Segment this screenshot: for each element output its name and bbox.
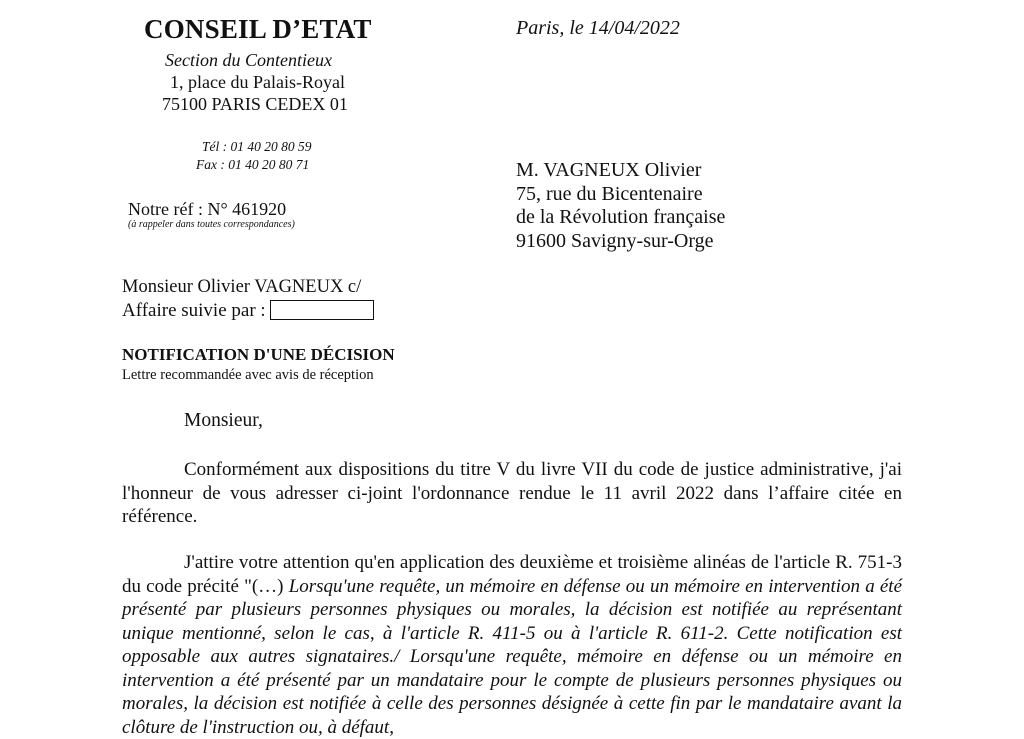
notification-title: NOTIFICATION D'UNE DÉCISION [122,345,395,364]
recipient-street2: de la Révolution française [516,206,726,228]
recipient-street1: 75, rue du Bicentenaire [516,182,703,205]
recipient-address [516,159,725,253]
date-line: Paris, le 14/04/2022 [516,17,680,39]
section-name: Section du Contentieux [165,50,332,70]
notification-subtitle: Lettre recommandée avec avis de réception [122,367,374,383]
telephone: Tél : 01 40 20 80 59 [202,139,312,154]
institution-address-line1: 1, place du Palais-Royal [170,72,345,92]
institution-title: CONSEIL D’ETAT [144,14,372,44]
body-paragraph-1: Conformément aux dispositions du titre V du livre VII du code de justice administrative, j'ai l'honneur de vous adresser ci-joint l'ordonnance rendue le 11 avril 2022 dans l’affaire citée en référence. [122,459,902,527]
salutation: Monsieur, [184,410,263,431]
recipient-name: M. VAGNEUX Olivier [516,159,702,181]
reference-number: Notre réf : N° 461920 [128,199,287,219]
paragraph-2-intro: J'attire votre attention qu'en application des deuxième et troisième alinéas de l'article R. 751-3 du code précité "(…) [122,552,902,597]
body-paragraph-2 [122,551,902,739]
redacted-box [270,300,374,320]
followed-by-label: Affaire suivie par : [122,300,266,321]
reference-note: (à rappeler dans toutes correspondances) [128,219,295,230]
institution-address-line2: 75100 PARIS CEDEX 01 [162,94,348,114]
case-parties: Monsieur Olivier VAGNEUX c/ [122,277,362,297]
fax: Fax : 01 40 20 80 71 [196,157,310,172]
recipient-city: 91600 Savigny-sur-Orge [516,229,714,252]
paragraph-2-quote: Lorsqu'une requête, un mémoire en défense ou un mémoire en intervention a été présenté par plusieurs personnes physiques ou morales, la décision est notifiée au représentant unique mentionné, selon le cas, à l'article R. 411-5 ou à l'article R. 611-2. Cette notification est opposable aux autres signataires./ Lorsqu'une requête, mémoire en défense ou un mémoire en intervention a été présenté par un mandataire pour le compte de plusieurs personnes physiques ou morales, la décision est notifiée à celle des personnes désignée à cette fin par le mandataire avant la clôture de l'instruction ou, à défaut, [122,575,903,738]
case-followed-by [122,300,374,322]
